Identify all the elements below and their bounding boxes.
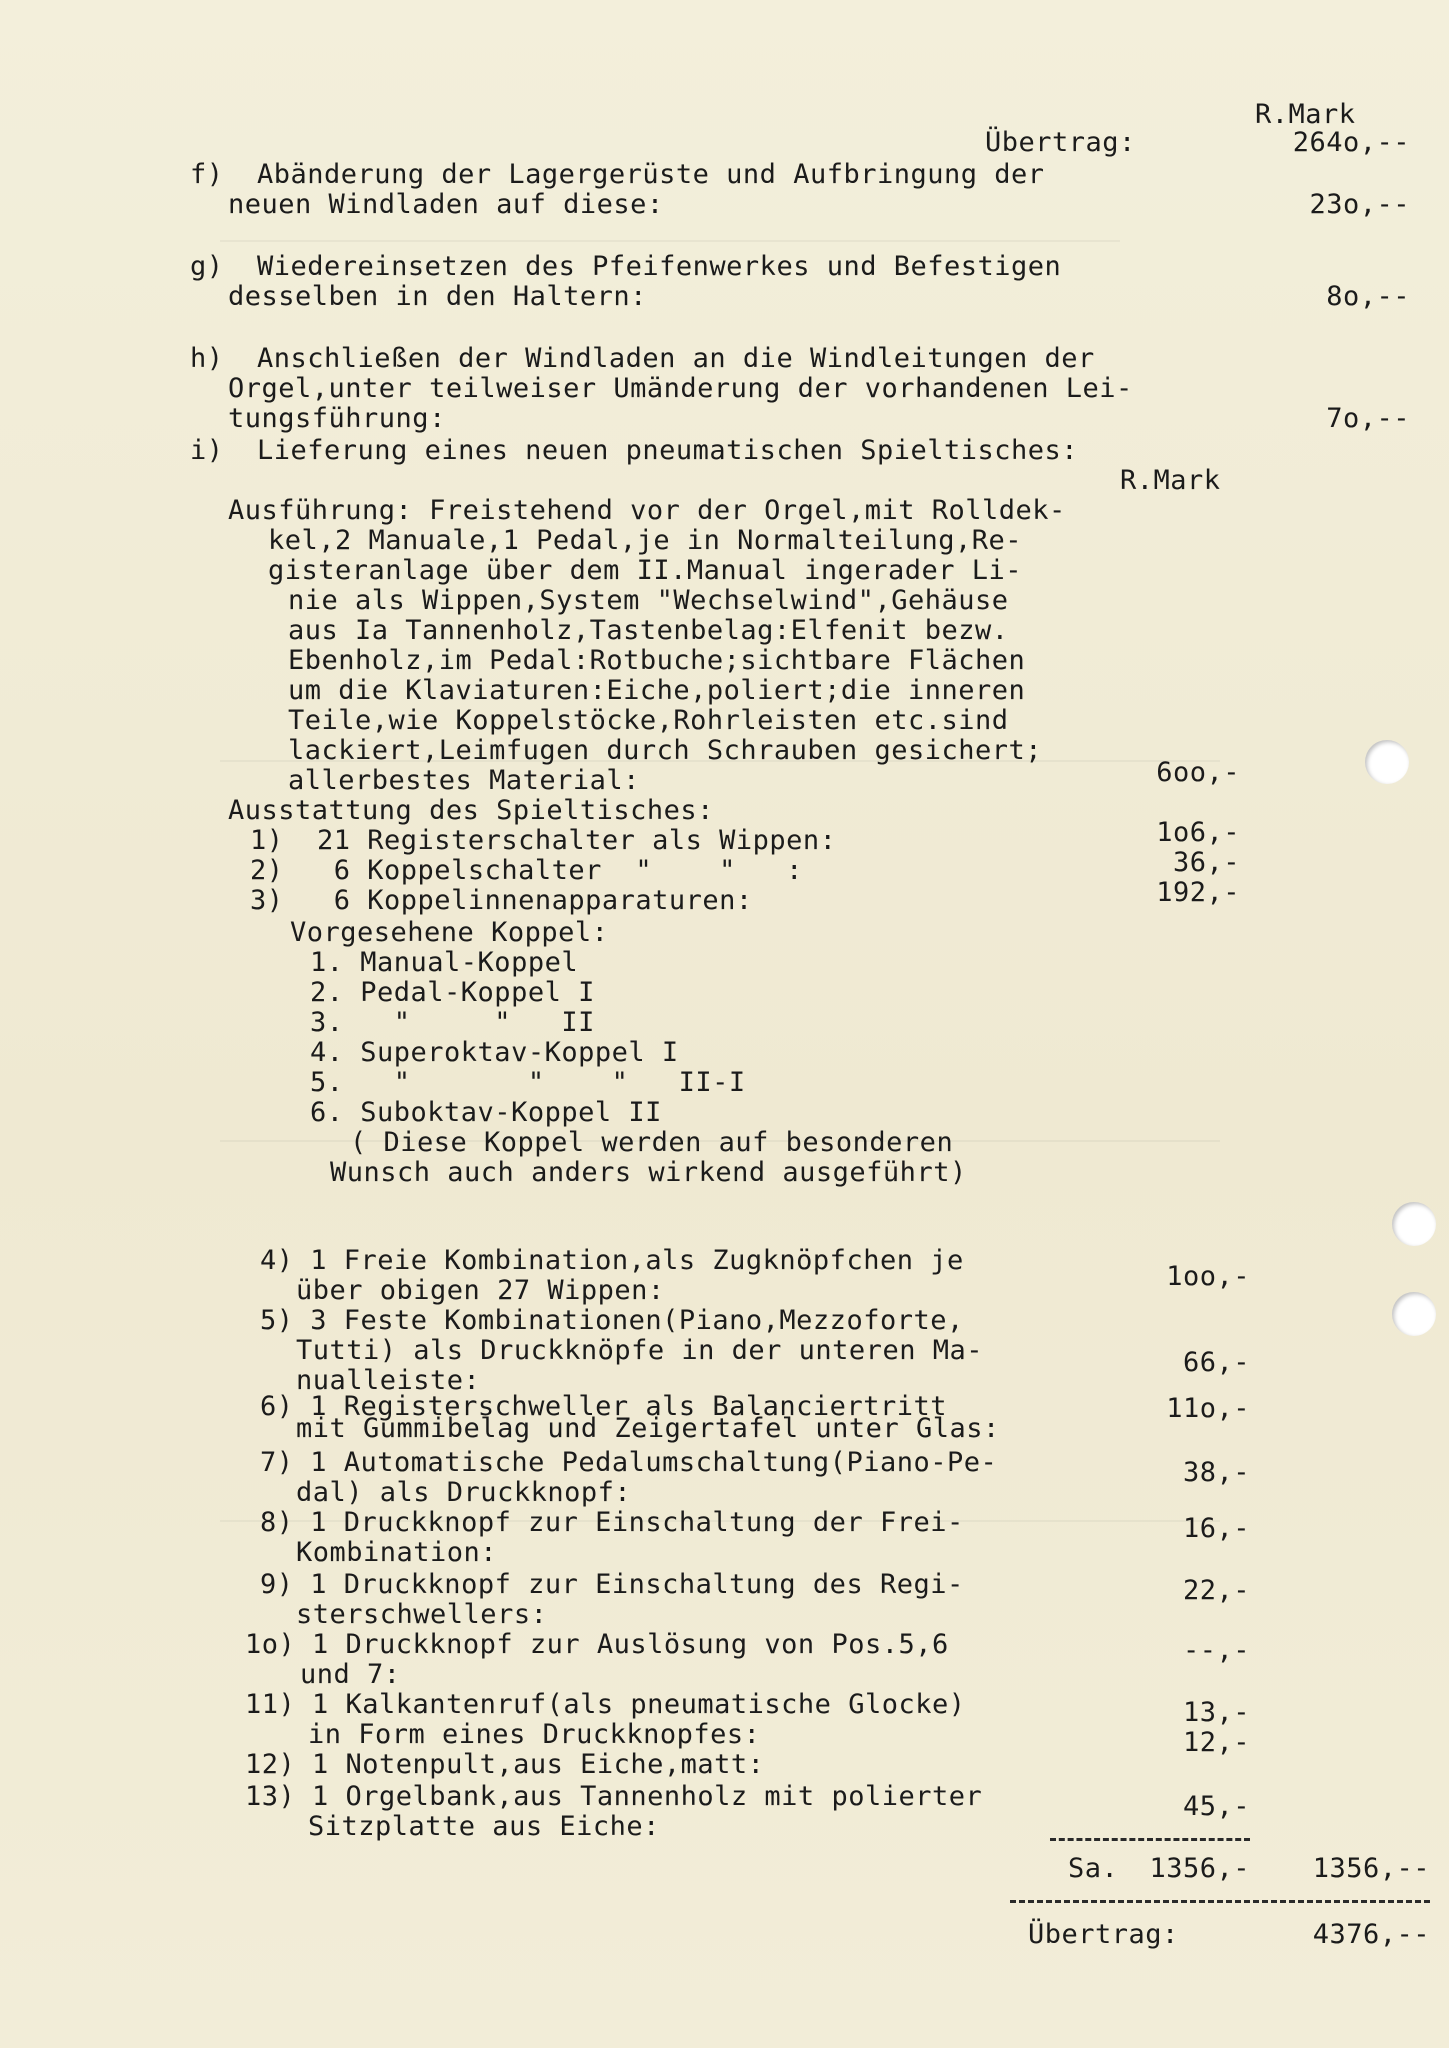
execution-line: lackiert,Leimfugen durch Schrauben gesichert; xyxy=(288,735,1042,766)
couplers-title: Vorgesehene Koppel: xyxy=(290,917,609,948)
sum-label: Sa. xyxy=(1068,1853,1119,1884)
position-line: 4) 1 Freie Kombination,als Zugknöpfchen je xyxy=(260,1245,964,1276)
coupler-note: ( Diese Koppel werden auf besonderen xyxy=(350,1127,954,1158)
sum-carry: 1356,-- xyxy=(1312,1853,1430,1884)
subtotal-rule xyxy=(1050,1838,1250,1841)
item-h-line3: tungsführung: xyxy=(228,403,446,434)
position-line: dal) als Druckknopf: xyxy=(296,1477,632,1508)
position-line: 1o) 1 Druckknopf zur Auslösung von Pos.5,6 xyxy=(245,1629,949,1660)
coupler-line: 6. Suboktav-Koppel II xyxy=(310,1097,662,1128)
position-line: Sitzplatte aus Eiche: xyxy=(308,1811,660,1842)
carry-label: Übertrag: xyxy=(985,127,1136,158)
position-line: 7) 1 Automatische Pedalumschaltung(Piano-Pe- xyxy=(260,1447,998,1478)
coupler-line: 5. " " " II-I xyxy=(310,1067,746,1098)
position-amount: 16,- xyxy=(1182,1513,1250,1544)
punch-hole xyxy=(1365,740,1409,784)
item-f-line1: f) Abänderung der Lagergerüste und Aufbringung der xyxy=(190,159,1045,190)
equipment-line: 1) 21 Registerschalter als Wippen: xyxy=(250,825,837,856)
item-i-line1: i) Lieferung eines neuen pneumatischen Spieltisches: xyxy=(190,435,1079,466)
position-line: sterschwellers: xyxy=(296,1599,548,1630)
position-line: 13) 1 Orgelbank,aus Tannenholz mit polierter xyxy=(245,1781,983,1812)
equipment-amount: 1o6,- xyxy=(1156,817,1240,848)
equipment-amount: 36,- xyxy=(1172,847,1240,878)
position-line: über obigen 27 Wippen: xyxy=(296,1275,665,1306)
item-i-currency: R.Mark xyxy=(1120,465,1221,496)
execution-line: Ausführung: Freistehend vor der Orgel,mit Rolldek- xyxy=(228,495,1066,526)
position-amount: 12,- xyxy=(1182,1727,1250,1758)
bleed-through-line xyxy=(220,240,1120,242)
position-amount: 45,- xyxy=(1182,1791,1250,1822)
execution-line: allerbestes Material: xyxy=(288,765,640,796)
position-line: 6) 1 Registerschweller als Balanciertritt xyxy=(260,1391,947,1422)
position-amount: 11o,- xyxy=(1166,1393,1250,1424)
position-line: 8) 1 Druckknopf zur Einschaltung der Frei- xyxy=(260,1507,964,1538)
total-rule xyxy=(1010,1900,1430,1903)
execution-line: nie als Wippen,System "Wechselwind",Gehäuse xyxy=(288,585,1009,616)
item-h-line1: h) Anschließen der Windladen an die Windleitungen der xyxy=(190,343,1095,374)
carry-value-bottom: 4376,-- xyxy=(1312,1919,1430,1950)
item-g-line1: g) Wiedereinsetzen des Pfeifenwerkes und Befestigen xyxy=(190,251,1062,282)
position-amount: --,- xyxy=(1182,1635,1250,1666)
execution-line: um die Klaviaturen:Eiche,poliert;die inneren xyxy=(288,675,1026,706)
execution-line: gisteranlage über dem II.Manual ingerader Li- xyxy=(268,555,1022,586)
position-line: 5) 3 Feste Kombinationen(Piano,Mezzoforte, xyxy=(260,1305,964,1336)
position-line: 11) 1 Kalkantenruf(als pneumatische Glocke) xyxy=(245,1689,966,1720)
position-line: 9) 1 Druckknopf zur Einschaltung des Regi- xyxy=(260,1569,964,1600)
currency-header: R.Mark xyxy=(1255,99,1356,130)
execution-line: aus Ia Tannenholz,Tastenbelag:Elfenit bezw. xyxy=(288,615,1009,646)
item-h-line2: Orgel,unter teilweiser Umänderung der vorhandenen Lei- xyxy=(228,373,1133,404)
position-line: 12) 1 Notenpult,aus Eiche,matt: xyxy=(245,1749,765,1780)
execution-amount: 6oo,- xyxy=(1156,757,1240,788)
item-f-amount: 23o,-- xyxy=(1309,189,1410,220)
coupler-note: Wunsch auch anders wirkend ausgeführt) xyxy=(330,1157,967,1188)
coupler-line: 4. Superoktav-Koppel I xyxy=(310,1037,679,1068)
position-line: und 7: xyxy=(300,1659,401,1690)
position-line: Tutti) als Druckknöpfe in der unteren Ma- xyxy=(296,1335,983,1366)
execution-line: kel,2 Manuale,1 Pedal,je in Normalteilung,Re- xyxy=(268,525,1022,556)
item-h-amount: 7o,-- xyxy=(1326,403,1410,434)
item-f-line2: neuen Windladen auf diese: xyxy=(228,189,664,220)
position-amount: 13,- xyxy=(1182,1697,1250,1728)
carry-value: 264o,-- xyxy=(1292,127,1410,158)
punch-hole xyxy=(1392,1202,1436,1246)
position-amount: 1oo,- xyxy=(1166,1261,1250,1292)
coupler-line: 1. Manual-Koppel xyxy=(310,947,579,978)
item-g-amount: 8o,-- xyxy=(1326,281,1410,312)
equipment-amount: 192,- xyxy=(1156,877,1240,908)
position-amount: 22,- xyxy=(1182,1575,1250,1606)
execution-line: Ebenholz,im Pedal:Rotbuche;sichtbare Flächen xyxy=(288,645,1026,676)
equipment-line: 3) 6 Koppelinnenapparaturen: xyxy=(250,885,753,916)
position-amount: 66,- xyxy=(1182,1347,1250,1378)
coupler-line: 2. Pedal-Koppel I xyxy=(310,977,595,1008)
position-amount: 38,- xyxy=(1182,1457,1250,1488)
equipment-line: 2) 6 Koppelschalter " " : xyxy=(250,855,803,886)
execution-line: Teile,wie Koppelstöcke,Rohrleisten etc.sind xyxy=(288,705,1009,736)
sum-subtotal: 1356,- xyxy=(1149,1853,1250,1884)
position-line: Kombination: xyxy=(296,1537,498,1568)
position-line: mit Gummibelag und Zeigertafel unter Glas: xyxy=(296,1413,1000,1444)
position-line: in Form eines Druckknopfes: xyxy=(308,1719,761,1750)
item-g-line2: desselben in den Haltern: xyxy=(228,281,647,312)
position-line: nualleiste: xyxy=(296,1365,481,1396)
carry-label-bottom: Übertrag: xyxy=(1028,1919,1179,1950)
coupler-line: 3. " " II xyxy=(310,1007,595,1038)
punch-hole xyxy=(1392,1292,1436,1336)
equipment-title: Ausstattung des Spieltisches: xyxy=(228,795,714,826)
